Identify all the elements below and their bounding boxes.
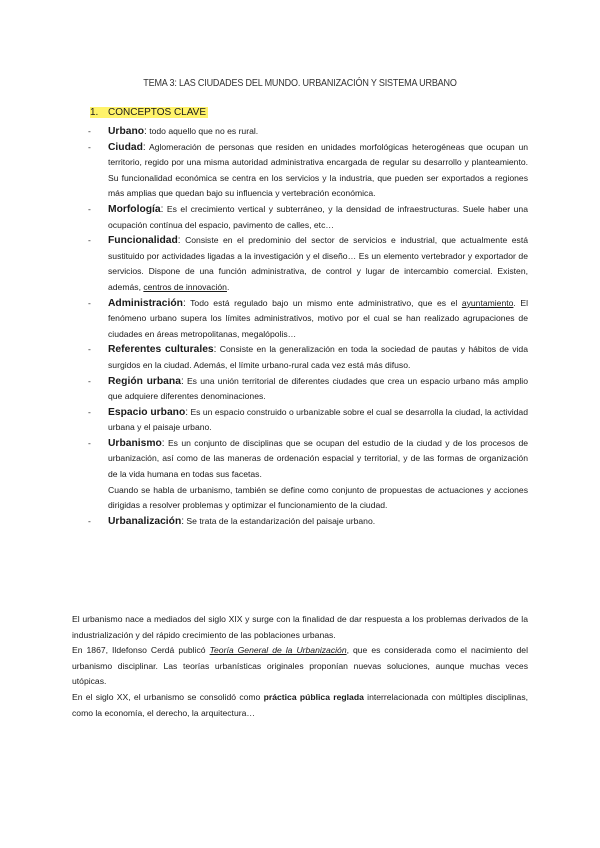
term-colon: :: [185, 406, 189, 418]
term-colon: :: [142, 141, 146, 153]
section-number: 1.: [90, 107, 99, 118]
definition-item: [88, 436, 528, 514]
paragraph-text: interrelacionada con múltiples disciplinas, como la economía, el derecho, la arquitectura…: [72, 691, 529, 718]
term-ciudad: Ciudad: [108, 141, 143, 153]
definition-text: Consiste en el predominio del sector de servicios e industrial, que actualmente está sustituido por actividades ligadas a la investigación y el diseño… Es un elemento vertebrador y exportador de servicios. Dispone de una función administrativa, de control y lugar de intercambio comercial. Existen, además,: [108, 235, 528, 292]
term-colon: :: [181, 515, 185, 527]
definition-text: Es una unión territorial de diferentes ciudades que crea un espacio urbano más amplio que adquiere diferentes denominaciones.: [108, 375, 528, 402]
list-dash: -: [88, 515, 91, 526]
list-dash: -: [88, 297, 91, 308]
definition-item: [88, 374, 528, 405]
paragraph-origin: El urbanismo nace a mediados del siglo XIX y surge con la finalidad de dar respuesta a los problemas derivados de la industrialización y del rápido crecimiento de las poblaciones urbanas.: [72, 614, 528, 640]
term-colon: :: [182, 297, 186, 309]
list-dash: -: [88, 203, 91, 214]
definition-text: Todo está regulado bajo un mismo ente administrativo, que es el: [185, 297, 462, 308]
term-administracion: Administración: [108, 297, 183, 309]
list-dash: -: [88, 437, 91, 448]
paragraph-cerda: [72, 643, 528, 690]
list-dash: -: [88, 375, 91, 386]
section-label: CONCEPTOS CLAVE: [108, 107, 206, 118]
paragraph-text: En el siglo XX, el urbanismo se consolidó como: [72, 691, 264, 702]
definition-text-end: . El fenómeno urbano supera los límites administrativos, motivo por el cual se han realizado agrupaciones de ciudades en áreas metropolitanas, megalópolis…: [108, 297, 528, 339]
definition-item: [88, 202, 528, 233]
book-title: Teoría General de la Urbanización: [209, 645, 347, 656]
definition-item: [88, 405, 528, 436]
definition-text: Aglomeración de personas que residen en unidades morfológicas heterogéneas que ocupan un territorio, regido por una misma autoridad administrativa encargada de regular su desarrollo y planteamiento. Su funcionalidad económica se centra en los servicios y la industria, que pueden ser exportados a regiones más amplias que quedan bajo su influencia y vertebración económica.: [108, 141, 528, 199]
bold-phrase: práctica pública reglada: [263, 691, 364, 702]
definitions-list: [88, 124, 528, 529]
term-espacio-urbano: Espacio urbano: [108, 406, 186, 418]
term-funcionalidad: Funcionalidad: [108, 235, 178, 247]
term-region-urbana: Región urbana: [108, 375, 181, 387]
definition-text: Es el crecimiento vertical y subterráneo, y la densidad de infraestructuras. Suele haber una ocupación contínua del espacio, pavimento de calles, etc…: [108, 203, 528, 230]
underlined-phrase: ayuntamiento: [461, 297, 514, 308]
term-urbanismo: Urbanismo: [108, 437, 162, 449]
body-paragraphs: [72, 612, 528, 721]
paragraph-text: En 1867, Ildefonso Cerdá publicó: [72, 645, 210, 656]
definition-text: Es un espacio construido o urbanizable sobre el cual se desarrolla la ciudad, la actividad urbana y el paisaje urbano.: [108, 406, 528, 433]
term-colon: :: [177, 235, 181, 247]
paragraph-text: , que es considerada como el nacimiento del urbanismo disciplinar. Las teorías urbanísticas originales proponían nuevas soluciones, aunque muchas veces utópicas.: [72, 645, 528, 687]
term-colon: :: [144, 126, 147, 137]
definition-item: [88, 296, 528, 343]
list-dash: -: [88, 344, 91, 355]
term-colon: :: [161, 437, 165, 449]
term-colon: :: [160, 203, 164, 215]
definition-text: Es un conjunto de disciplinas que se ocupan del estudio de la ciudad y de los procesos de urbanización, así como de las maneras de ordenación espacial y territorial, y de las formas de organización de la vida humana en todas sus facetas.: [108, 437, 528, 480]
definition-item: [88, 342, 528, 373]
list-dash: -: [88, 141, 91, 152]
list-dash: -: [88, 126, 91, 136]
paragraph-siglo-xx: [72, 690, 528, 721]
term-referentes-culturales: Referentes culturales: [108, 344, 214, 356]
definition-item: [88, 233, 528, 295]
underlined-phrase: centros de innovación: [143, 281, 227, 292]
term-colon: :: [180, 375, 184, 387]
section-heading: [90, 107, 208, 118]
definition-text: Se trata de la estandarización del paisaje urbano.: [184, 515, 376, 526]
definition-text: todo aquello que no es rural.: [146, 126, 259, 136]
definition-item: [88, 124, 528, 140]
term-urbanalizacion: Urbanalización: [108, 515, 182, 527]
term-colon: :: [213, 344, 217, 356]
list-dash: -: [88, 235, 91, 246]
definition-item: [88, 140, 528, 202]
definition-item: [88, 514, 528, 530]
definition-extra-text: Cuando se habla de urbanismo, también se define como conjunto de propuestas de actuaciones y acciones dirigidas a resolver problemas y optimizar el funcionamiento de la ciudad.: [108, 484, 528, 511]
definition-text: Consiste en la generalización en toda la sociedad de pautas y hábitos de vida surgidos en la ciudad. Además, el límite urbano-rural cada vez está más difuso.: [108, 344, 528, 370]
definition-text-end: .: [226, 281, 230, 292]
term-urbano: Urbano: [108, 126, 145, 137]
list-dash: -: [88, 406, 91, 417]
term-morfologia: Morfología: [108, 203, 161, 215]
page-title: TEMA 3: LAS CIUDADES DEL MUNDO. URBANIZACIÓN Y SISTEMA URBANO: [143, 77, 457, 89]
